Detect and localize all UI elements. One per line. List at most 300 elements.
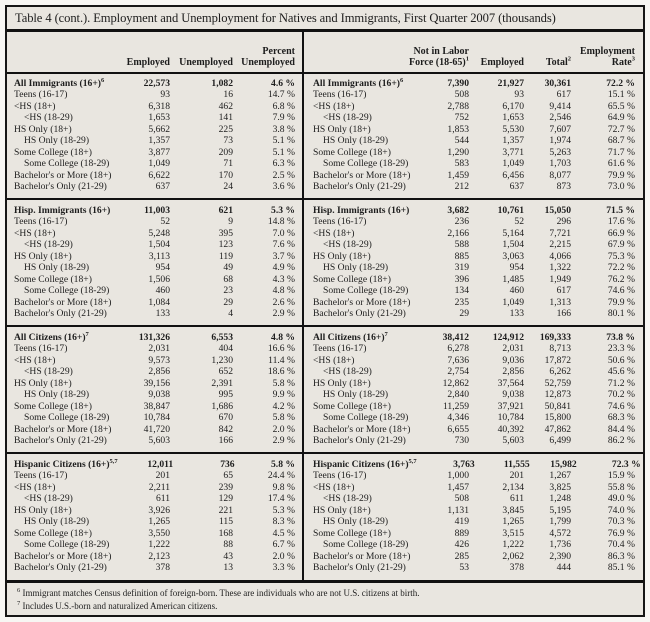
cell-employment-rate: 50.6 % xyxy=(607,354,635,366)
cell-total: 52,759 xyxy=(544,377,571,389)
cell-employment-rate: 15.1 % xyxy=(607,89,635,100)
row-label: HS Only (18+) xyxy=(313,377,371,389)
table-row xyxy=(7,297,643,309)
cell-total: 1,799 xyxy=(549,516,571,527)
cell-employed: 2,211 xyxy=(148,481,170,493)
cell-employment-rate: 49.0 % xyxy=(607,493,635,504)
cell-employment-rate: 80.1 % xyxy=(607,308,635,319)
table-row xyxy=(7,332,643,344)
cell-percent-unemployed: 14.8 % xyxy=(267,216,295,227)
cell-employed: 3,063 xyxy=(502,250,524,262)
cell-percent-unemployed: 4.3 % xyxy=(272,273,295,285)
cell-employment-rate: 72.2 % xyxy=(607,262,635,273)
cell-employment-rate: 71.7 % xyxy=(607,146,635,158)
cell-employed: 6,318 xyxy=(148,100,170,112)
table-row xyxy=(7,251,643,263)
table-row xyxy=(7,562,643,574)
cell-percent-unemployed: 4.6 % xyxy=(271,77,295,89)
cell-unemployed: 43 xyxy=(223,550,233,562)
cell-percent-unemployed: 5.8 % xyxy=(272,412,295,423)
cell-percent-unemployed: 5.3 % xyxy=(272,504,295,516)
cell-unemployed: 995 xyxy=(218,389,233,400)
cell-not-in-labor-force: 396 xyxy=(454,273,469,285)
row-label: All Immigrants $(16+)^6$ xyxy=(14,76,105,89)
cell-employment-rate: 73.8 % xyxy=(606,331,635,343)
cell-percent-unemployed: 4.8 % xyxy=(271,331,295,343)
cell-total: 617 xyxy=(556,285,571,296)
cell-not-in-labor-force: 2,840 xyxy=(447,389,469,400)
row-label: <HS (18-29) xyxy=(24,493,73,504)
row-label: All Citizens $(16+)^7$ xyxy=(313,330,388,343)
row-label: <HS (18+) xyxy=(14,227,56,239)
cell-percent-unemployed: 5.8 % xyxy=(271,458,295,470)
row-label: HS Only (18+) xyxy=(313,123,371,135)
cell-total: 1,267 xyxy=(549,470,571,481)
cell-not-in-labor-force: 7,390 xyxy=(447,77,469,89)
row-label: Hispanic Citizens $(16+)^{5,7}$ xyxy=(14,457,118,470)
table-row xyxy=(7,101,643,113)
cell-percent-unemployed: 4.2 % xyxy=(272,400,295,412)
cell-not-in-labor-force: 1,457 xyxy=(447,481,469,493)
cell-employment-rate: 72.7 % xyxy=(607,123,635,135)
table-row xyxy=(7,366,643,378)
row-label: Teens (16-17) xyxy=(313,89,367,100)
cell-employment-rate: 79.9 % xyxy=(607,169,635,181)
cell-unemployed: 129 xyxy=(218,493,233,504)
cell-employed: 38,847 xyxy=(143,400,170,412)
cell-employment-rate: 79.9 % xyxy=(607,296,635,308)
row-label: Bachelor's or More (18+) xyxy=(313,296,411,308)
cell-unemployed: 670 xyxy=(218,412,233,423)
cell-employed: 3,113 xyxy=(148,250,170,262)
cell-employment-rate: 72.2 % xyxy=(606,77,635,89)
cell-unemployed: 9 xyxy=(228,216,233,227)
cell-percent-unemployed: 8.3 % xyxy=(272,516,295,527)
cell-not-in-labor-force: 1,290 xyxy=(447,146,469,158)
cell-unemployed: 4 xyxy=(228,308,233,319)
cell-not-in-labor-force: 285 xyxy=(454,550,469,562)
cell-not-in-labor-force: 1,000 xyxy=(447,470,469,481)
cell-not-in-labor-force: 235 xyxy=(454,296,469,308)
cell-total: 2,546 xyxy=(549,112,571,123)
cell-employed: 10,784 xyxy=(143,412,170,423)
table-row xyxy=(7,551,643,563)
cell-unemployed: 168 xyxy=(218,527,233,539)
cell-total: 873 xyxy=(556,181,571,192)
cell-total: 4,066 xyxy=(549,250,571,262)
table-row xyxy=(7,459,643,471)
row-label: Teens (16-17) xyxy=(14,343,68,354)
cell-not-in-labor-force: 4,346 xyxy=(447,412,469,423)
cell-not-in-labor-force: 3,763 xyxy=(453,458,475,470)
cell-unemployed: 1,082 xyxy=(211,77,233,89)
cell-employed: 1,506 xyxy=(148,273,170,285)
cell-employed: 2,123 xyxy=(148,550,170,562)
cell-employed: 11,003 xyxy=(144,204,170,216)
column-header-not-in-labor-force: Not in Labor Force $(18-65)^1$ xyxy=(409,45,469,68)
table-row xyxy=(7,228,643,240)
cell-employed: 954 xyxy=(509,262,524,273)
cell-employment-rate: 17.6 % xyxy=(607,216,635,227)
table-row xyxy=(7,412,643,424)
center-divider xyxy=(302,32,304,581)
cell-not-in-labor-force: 583 xyxy=(454,158,469,169)
row-label: HS Only (18+) xyxy=(313,250,371,262)
table-content xyxy=(7,32,643,581)
cell-percent-unemployed: 11.4 % xyxy=(268,354,295,366)
cell-total: 8,713 xyxy=(549,343,571,354)
cell-percent-unemployed: 3.3 % xyxy=(272,562,295,573)
cell-total: 3,825 xyxy=(549,481,571,493)
row-label: Hisp. Immigrants (16+) xyxy=(14,204,111,216)
cell-employed: 3,550 xyxy=(148,527,170,539)
cell-not-in-labor-force: 7,636 xyxy=(447,354,469,366)
cell-unemployed: 170 xyxy=(218,169,233,181)
cell-unemployed: 88 xyxy=(223,539,233,550)
cell-unemployed: 71 xyxy=(223,158,233,169)
cell-percent-unemployed: 17.4 % xyxy=(267,493,295,504)
cell-not-in-labor-force: 2,754 xyxy=(447,366,469,377)
row-label: HS Only (18-29) xyxy=(24,516,90,527)
row-label: Bachelor's Only (21-29) xyxy=(313,435,406,446)
cell-percent-unemployed: 2.0 % xyxy=(272,423,295,435)
cell-not-in-labor-force: 212 xyxy=(454,181,469,192)
row-label: Bachelor's or More (18+) xyxy=(313,423,411,435)
table-frame xyxy=(5,5,645,617)
table-title: Table 4 (cont.). Employment and Unemployment for Natives and Immigrants, First Quarter 2007 (thousands) xyxy=(15,11,556,25)
row-label: Some College (18-29) xyxy=(24,285,110,296)
cell-total: 12,873 xyxy=(544,389,571,400)
row-label: Bachelor's or More (18+) xyxy=(14,169,112,181)
cell-not-in-labor-force: 885 xyxy=(454,250,469,262)
cell-employed: 1,504 xyxy=(502,239,524,250)
cell-unemployed: 65 xyxy=(223,470,233,481)
row-label: <HS (18+) xyxy=(313,100,355,112)
cell-employed: 9,038 xyxy=(502,389,524,400)
row-label: <HS (18+) xyxy=(313,354,355,366)
cell-employed: 5,603 xyxy=(502,435,524,446)
cell-total: 9,414 xyxy=(549,100,571,112)
cell-not-in-labor-force: 134 xyxy=(454,285,469,296)
cell-unemployed: 24 xyxy=(223,181,233,192)
cell-not-in-labor-force: 1,459 xyxy=(447,169,469,181)
row-label: Some College (18-29) xyxy=(24,412,110,423)
cell-percent-unemployed: 2.6 % xyxy=(272,296,295,308)
cell-employment-rate: 76.2 % xyxy=(607,273,635,285)
cell-employed: 10,761 xyxy=(497,204,524,216)
row-label: <HS (18-29) xyxy=(323,239,372,250)
cell-total: 169,333 xyxy=(539,331,571,343)
cell-employment-rate: 74.0 % xyxy=(607,504,635,516)
cell-not-in-labor-force: 426 xyxy=(454,539,469,550)
cell-percent-unemployed: 7.9 % xyxy=(272,112,295,123)
cell-not-in-labor-force: 38,412 xyxy=(442,331,469,343)
cell-unemployed: 225 xyxy=(218,123,233,135)
cell-percent-unemployed: 7.6 % xyxy=(272,239,295,250)
row-label: Bachelor's Only (21-29) xyxy=(14,181,107,192)
cell-total: 5,195 xyxy=(549,504,571,516)
cell-percent-unemployed: 4.5 % xyxy=(272,527,295,539)
row-label: Teens (16-17) xyxy=(313,470,367,481)
cell-employment-rate: 72.3 % xyxy=(611,458,641,470)
cell-unemployed: 842 xyxy=(218,423,233,435)
row-label: HS Only (18+) xyxy=(14,250,72,262)
cell-employed: 22,573 xyxy=(143,77,170,89)
cell-not-in-labor-force: 508 xyxy=(454,89,469,100)
column-header-row xyxy=(7,32,643,72)
cell-employed: 2,031 xyxy=(502,343,524,354)
row-label: <HS (18-29) xyxy=(323,366,372,377)
table-row xyxy=(7,482,643,494)
cell-total: 8,077 xyxy=(549,169,571,181)
cell-percent-unemployed: 7.0 % xyxy=(272,227,295,239)
row-label: Some College (18+) xyxy=(313,400,391,412)
cell-employed: 637 xyxy=(509,181,524,192)
cell-unemployed: 209 xyxy=(218,146,233,158)
row-label: <HS (18-29) xyxy=(24,366,73,377)
cell-not-in-labor-force: 588 xyxy=(454,239,469,250)
cell-unemployed: 49 xyxy=(223,262,233,273)
row-label: Some College (18+) xyxy=(14,273,92,285)
cell-employed: 5,164 xyxy=(502,227,524,239)
cell-employment-rate: 65.5 % xyxy=(607,100,635,112)
cell-total: 7,607 xyxy=(549,123,571,135)
cell-employed: 10,784 xyxy=(497,412,524,423)
cell-employed: 52 xyxy=(160,216,170,227)
cell-percent-unemployed: 16.6 % xyxy=(267,343,295,354)
cell-employed: 3,771 xyxy=(502,146,524,158)
table-row xyxy=(7,470,643,482)
footnote: $^7$ Includes U.S.-born and naturalized American citizens. xyxy=(17,599,218,611)
table-row xyxy=(7,516,643,528)
cell-employed: 954 xyxy=(155,262,170,273)
cell-employment-rate: 23.3 % xyxy=(607,343,635,354)
table-row xyxy=(7,216,643,228)
cell-employment-rate: 74.6 % xyxy=(607,400,635,412)
cell-employment-rate: 68.3 % xyxy=(607,412,635,423)
cell-employed: 378 xyxy=(509,562,524,573)
cell-employed: 9,573 xyxy=(148,354,170,366)
cell-employed: 37,921 xyxy=(497,400,524,412)
cell-not-in-labor-force: 889 xyxy=(454,527,469,539)
cell-employed: 611 xyxy=(509,493,524,504)
cell-percent-unemployed: 2.9 % xyxy=(272,308,295,319)
cell-percent-unemployed: 5.8 % xyxy=(272,377,295,389)
row-label: Bachelor's Only (21-29) xyxy=(313,181,406,192)
cell-unemployed: 119 xyxy=(218,250,233,262)
cell-total: 15,982 xyxy=(550,458,577,470)
row-label: Bachelor's Only (21-29) xyxy=(14,308,107,319)
cell-employed: 133 xyxy=(155,308,170,319)
column-header-total: Total$^2$ xyxy=(545,55,571,68)
cell-not-in-labor-force: 2,166 xyxy=(447,227,469,239)
cell-not-in-labor-force: 1,853 xyxy=(447,123,469,135)
row-label: Some College (18+) xyxy=(14,527,92,539)
cell-unemployed: 395 xyxy=(218,227,233,239)
cell-unemployed: 123 xyxy=(218,239,233,250)
cell-total: 15,050 xyxy=(544,204,571,216)
row-label: Some College (18-29) xyxy=(323,539,409,550)
cell-unemployed: 73 xyxy=(223,135,233,146)
cell-total: 2,215 xyxy=(549,239,571,250)
row-label: All Citizens $(16+)^7$ xyxy=(14,330,89,343)
table-row xyxy=(7,505,643,517)
cell-percent-unemployed: 5.1 % xyxy=(272,135,295,146)
cell-employed: 12,011 xyxy=(147,458,174,470)
cell-not-in-labor-force: 419 xyxy=(454,516,469,527)
row-label: <HS (18-29) xyxy=(323,112,372,123)
table-row xyxy=(7,355,643,367)
cell-employed: 6,170 xyxy=(502,100,524,112)
table-row xyxy=(7,205,643,217)
cell-unemployed: 29 xyxy=(223,296,233,308)
row-label: Bachelor's Only (21-29) xyxy=(14,435,107,446)
cell-total: 7,721 xyxy=(549,227,571,239)
cell-not-in-labor-force: 2,788 xyxy=(447,100,469,112)
cell-employed: 2,856 xyxy=(502,366,524,377)
cell-employed: 41,720 xyxy=(143,423,170,435)
cell-employed: 460 xyxy=(155,285,170,296)
row-label: HS Only (18-29) xyxy=(323,135,389,146)
row-label: Teens (16-17) xyxy=(313,343,367,354)
cell-unemployed: 13 xyxy=(223,562,233,573)
cell-percent-unemployed: 18.6 % xyxy=(267,366,295,377)
cell-employed: 201 xyxy=(509,470,524,481)
cell-not-in-labor-force: 12,862 xyxy=(442,377,469,389)
cell-employed: 3,845 xyxy=(502,504,524,516)
row-label: HS Only (18-29) xyxy=(24,262,90,273)
cell-total: 6,499 xyxy=(549,435,571,446)
cell-total: 15,800 xyxy=(544,412,571,423)
cell-not-in-labor-force: 730 xyxy=(454,435,469,446)
cell-not-in-labor-force: 29 xyxy=(459,308,469,319)
cell-employment-rate: 70.2 % xyxy=(607,389,635,400)
row-label: Bachelor's or More (18+) xyxy=(14,296,112,308)
row-label: Bachelor's Only (21-29) xyxy=(14,562,107,573)
cell-employed: 1,653 xyxy=(502,112,524,123)
row-label: Hispanic Citizens $(16+)^{5,7}$ xyxy=(313,457,417,470)
cell-percent-unemployed: 24.4 % xyxy=(267,470,295,481)
cell-employed: 1,049 xyxy=(148,158,170,169)
cell-employed: 5,603 xyxy=(148,435,170,446)
section-divider xyxy=(7,198,643,200)
cell-employed: 6,456 xyxy=(502,169,524,181)
cell-total: 47,862 xyxy=(544,423,571,435)
table-body xyxy=(7,74,643,581)
cell-employed: 1,504 xyxy=(148,239,170,250)
cell-employed: 3,877 xyxy=(148,146,170,158)
cell-percent-unemployed: 5.3 % xyxy=(271,204,295,216)
table-row xyxy=(7,285,643,297)
cell-total: 444 xyxy=(556,562,571,573)
row-label: Some College (18+) xyxy=(313,273,391,285)
cell-employed: 201 xyxy=(155,470,170,481)
row-label: Bachelor's or More (18+) xyxy=(14,550,112,562)
cell-not-in-labor-force: 544 xyxy=(454,135,469,146)
cell-employed: 1,265 xyxy=(502,516,524,527)
cell-employed: 1,049 xyxy=(502,158,524,169)
column-header-employed-left: Employed xyxy=(126,57,170,68)
row-label: Some College (18-29) xyxy=(323,412,409,423)
cell-total: 6,262 xyxy=(549,366,571,377)
cell-total: 2,390 xyxy=(549,550,571,562)
table-row xyxy=(7,158,643,170)
cell-employed: 2,856 xyxy=(148,366,170,377)
row-label: Bachelor's Only (21-29) xyxy=(313,308,406,319)
row-label: <HS (18+) xyxy=(313,481,355,493)
cell-employed: 1,222 xyxy=(148,539,170,550)
cell-employment-rate: 67.9 % xyxy=(607,239,635,250)
cell-employed: 1,357 xyxy=(148,135,170,146)
cell-total: 5,263 xyxy=(549,146,571,158)
row-label: Bachelor's or More (18+) xyxy=(313,550,411,562)
table-row xyxy=(7,170,643,182)
cell-total: 1,703 xyxy=(549,158,571,169)
row-label: Teens (16-17) xyxy=(14,470,68,481)
cell-employment-rate: 45.6 % xyxy=(607,366,635,377)
table-row xyxy=(7,112,643,124)
cell-unemployed: 166 xyxy=(218,435,233,446)
cell-unemployed: 736 xyxy=(220,458,235,470)
row-label: <HS (18+) xyxy=(313,227,355,239)
cell-percent-unemployed: 3.6 % xyxy=(272,181,295,192)
cell-percent-unemployed: 5.1 % xyxy=(272,146,295,158)
table-row xyxy=(7,424,643,436)
cell-employed: 21,927 xyxy=(497,77,524,89)
cell-percent-unemployed: 2.0 % xyxy=(272,550,295,562)
row-label: Teens (16-17) xyxy=(313,216,367,227)
column-header-employed-right: Employed xyxy=(480,57,524,68)
row-label: Some College (18+) xyxy=(313,527,391,539)
cell-employment-rate: 85.1 % xyxy=(607,562,635,573)
cell-unemployed: 68 xyxy=(223,273,233,285)
cell-not-in-labor-force: 53 xyxy=(459,562,469,573)
cell-employment-rate: 86.2 % xyxy=(607,435,635,446)
row-label: HS Only (18-29) xyxy=(323,389,389,400)
cell-unemployed: 141 xyxy=(218,112,233,123)
cell-employment-rate: 61.6 % xyxy=(607,158,635,169)
table-row xyxy=(7,135,643,147)
cell-employed: 93 xyxy=(160,89,170,100)
cell-percent-unemployed: 6.7 % xyxy=(272,539,295,550)
cell-total: 1,974 xyxy=(549,135,571,146)
cell-employed: 5,248 xyxy=(148,227,170,239)
table-row xyxy=(7,378,643,390)
table-row xyxy=(7,124,643,136)
cell-employed: 460 xyxy=(509,285,524,296)
row-label: Some College (18+) xyxy=(14,146,92,158)
table-row xyxy=(7,308,643,320)
table-row xyxy=(7,401,643,413)
row-label: Some College (18+) xyxy=(313,146,391,158)
row-label: Bachelor's or More (18+) xyxy=(14,423,112,435)
cell-not-in-labor-force: 3,682 xyxy=(447,204,469,216)
cell-employment-rate: 86.3 % xyxy=(607,550,635,562)
cell-employment-rate: 71.5 % xyxy=(606,204,635,216)
section-divider xyxy=(7,452,643,454)
cell-employed: 39,156 xyxy=(143,377,170,389)
cell-not-in-labor-force: 6,655 xyxy=(447,423,469,435)
row-label: HS Only (18+) xyxy=(14,377,72,389)
cell-employment-rate: 64.9 % xyxy=(607,112,635,123)
row-label: Some College (18-29) xyxy=(24,158,110,169)
cell-total: 296 xyxy=(556,216,571,227)
cell-unemployed: 404 xyxy=(218,343,233,354)
row-label: HS Only (18-29) xyxy=(24,389,90,400)
cell-employed: 1,653 xyxy=(148,112,170,123)
table-row xyxy=(7,274,643,286)
cell-employed: 40,392 xyxy=(497,423,524,435)
